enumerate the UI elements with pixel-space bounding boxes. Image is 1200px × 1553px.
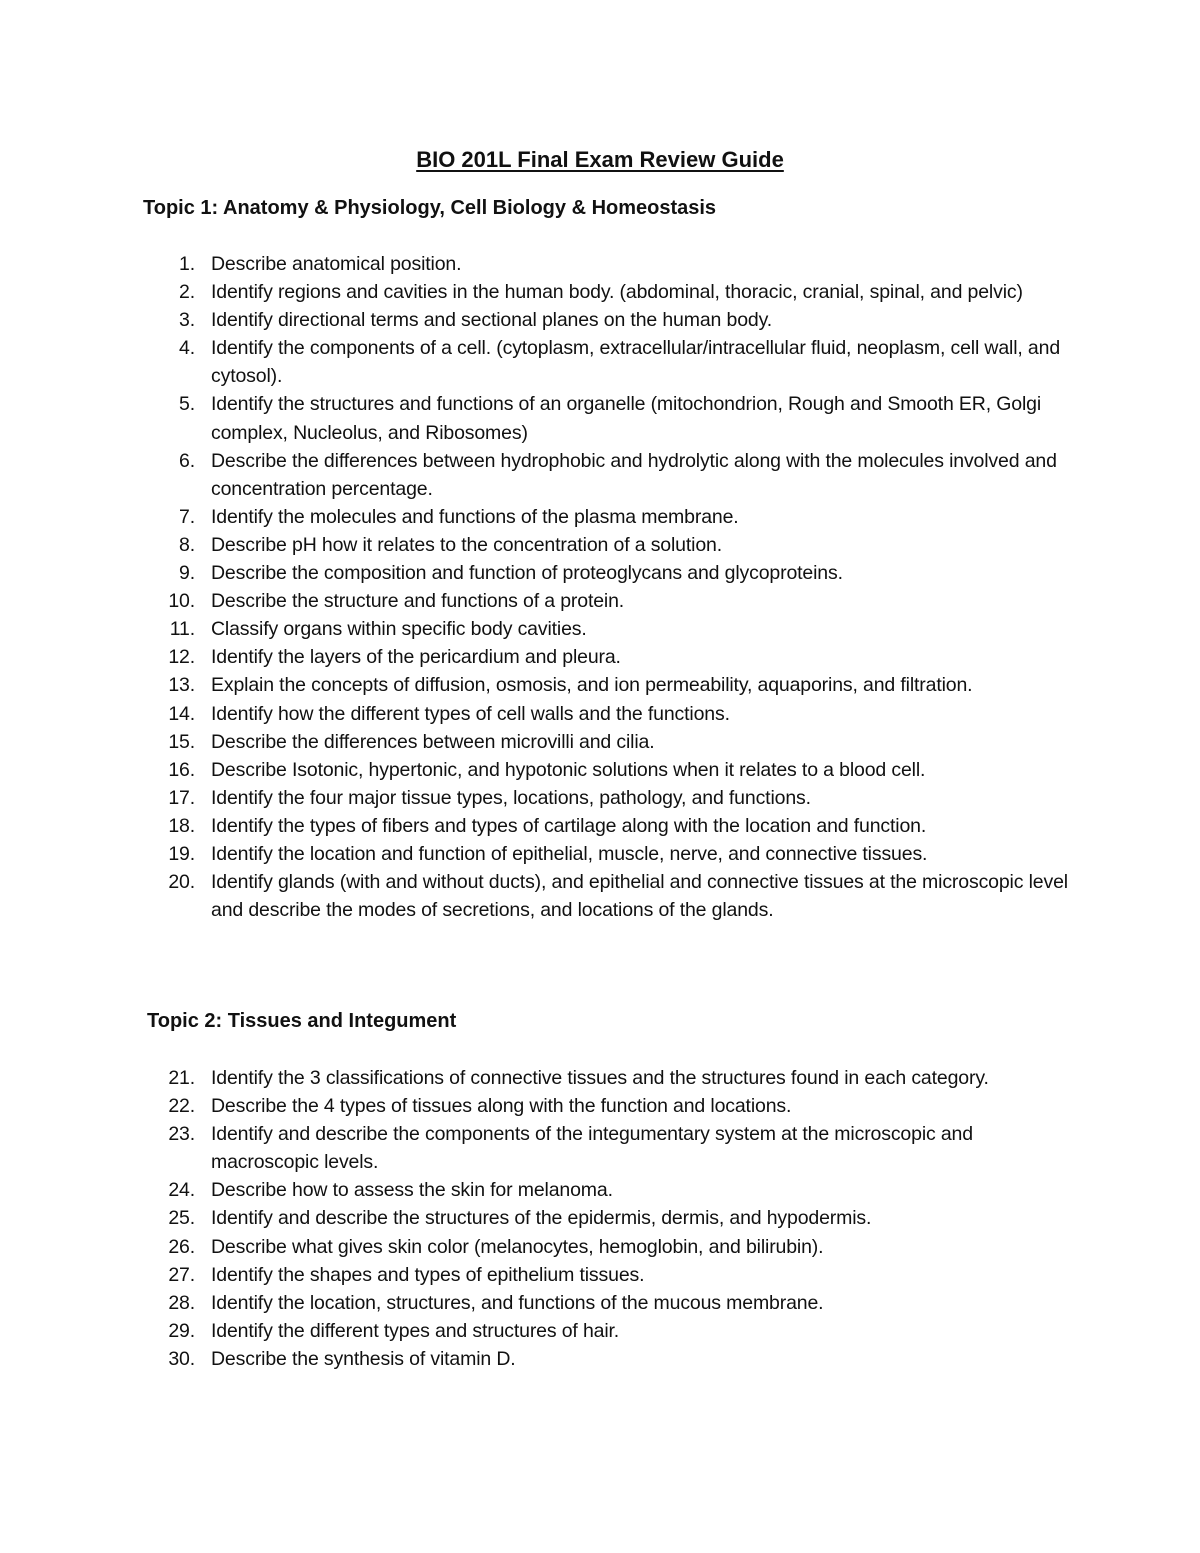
list-item-number: 13. bbox=[168, 674, 195, 697]
list-item bbox=[0, 587, 1071, 615]
list-item bbox=[0, 1317, 1071, 1345]
list-item-number: 24. bbox=[168, 1179, 195, 1202]
list-item bbox=[0, 531, 1071, 559]
list-item-number: 9. bbox=[179, 562, 195, 585]
list-item-text: Identify the layers of the pericardium and pleura. bbox=[211, 646, 621, 669]
list-item-number: 5. bbox=[179, 393, 195, 416]
list-item bbox=[0, 1233, 1071, 1261]
list-item-number: 8. bbox=[179, 533, 195, 556]
list-item bbox=[0, 1176, 1071, 1204]
list-item bbox=[0, 1261, 1071, 1289]
list-item bbox=[0, 1289, 1071, 1317]
list-item bbox=[0, 503, 1071, 531]
list-item-number: 19. bbox=[168, 842, 195, 865]
list-item bbox=[0, 840, 1071, 868]
list-item-number: 12. bbox=[168, 646, 195, 669]
list-item bbox=[0, 868, 1071, 924]
list-item bbox=[0, 671, 1071, 699]
topic-2-heading: Topic 2: Tissues and Integument bbox=[147, 1010, 457, 1032]
list-item-text: Describe how to assess the skin for melanoma. bbox=[211, 1179, 613, 1202]
list-item-text: Describe the synthesis of vitamin D. bbox=[211, 1347, 516, 1370]
list-item-number: 7. bbox=[179, 505, 195, 528]
list-item bbox=[0, 784, 1071, 812]
list-item bbox=[0, 1092, 1071, 1120]
list-item-number: 3. bbox=[179, 309, 195, 332]
list-item-number: 6. bbox=[179, 449, 195, 472]
list-item-text: Describe anatomical position. bbox=[211, 253, 462, 275]
list-item-number: 17. bbox=[168, 786, 195, 809]
list-item-number: 15. bbox=[168, 730, 195, 753]
list-item-text: Describe pH how it relates to the concentration of a solution. bbox=[211, 533, 722, 556]
list-item-number: 4. bbox=[179, 337, 195, 360]
list-item-number: 2. bbox=[179, 281, 195, 304]
list-item-number: 18. bbox=[168, 814, 195, 837]
list-item-text: Identify the four major tissue types, locations, pathology, and functions. bbox=[211, 786, 811, 809]
list-item-number: 29. bbox=[168, 1319, 195, 1342]
topic-1-list bbox=[0, 250, 1200, 924]
list-item bbox=[0, 334, 1071, 390]
list-item-number: 14. bbox=[168, 702, 195, 725]
list-item-text: Describe the structure and functions of a protein. bbox=[211, 590, 625, 613]
list-item-text: Identify and describe the structures of the epidermis, dermis, and hypodermis. bbox=[211, 1207, 872, 1230]
list-item-text: Identify the location, structures, and functions of the mucous membrane. bbox=[211, 1291, 824, 1314]
list-item-text: Identify directional terms and sectional planes on the human body. bbox=[211, 309, 772, 332]
list-item-number: 23. bbox=[168, 1123, 195, 1146]
list-item-text: Describe the 4 types of tissues along with the function and locations. bbox=[211, 1095, 792, 1118]
list-item-text: Identify and describe the components of the integumentary system at the microscopic and macroscopic levels. bbox=[211, 1123, 973, 1174]
list-item-text: Identify glands (with and without ducts), and epithelial and connective tissues at the microscopic level and describe the modes of secretions, and locations of the glands. bbox=[211, 871, 1068, 922]
list-item-text: Identify the types of fibers and types of cartilage along with the location and function. bbox=[211, 814, 927, 837]
list-item-text: Describe Isotonic, hypertonic, and hypotonic solutions when it relates to a blood cell. bbox=[211, 758, 926, 781]
list-item-number: 20. bbox=[168, 871, 195, 894]
list-item-number: 22. bbox=[168, 1095, 195, 1118]
list-item-text: Describe the composition and function of proteoglycans and glycoproteins. bbox=[211, 562, 843, 585]
list-item bbox=[0, 1064, 1071, 1092]
topic-2-list bbox=[0, 1064, 1200, 1373]
list-item-text: Identify the shapes and types of epithelium tissues. bbox=[211, 1263, 645, 1286]
list-item-text: Identify regions and cavities in the human body. (abdominal, thoracic, cranial, spinal, and pelvic) bbox=[211, 281, 1023, 304]
list-item bbox=[0, 643, 1071, 671]
list-item-number: 16. bbox=[168, 758, 195, 781]
list-item bbox=[0, 1345, 1071, 1373]
list-item bbox=[0, 1204, 1071, 1232]
list-item-number: 21. bbox=[168, 1067, 195, 1089]
list-item-number: 1. bbox=[179, 253, 195, 275]
list-item-text: Describe the differences between microvilli and cilia. bbox=[211, 730, 655, 753]
list-item bbox=[0, 278, 1071, 306]
list-item-text: Classify organs within specific body cavities. bbox=[211, 618, 587, 641]
list-item-text: Identify the different types and structures of hair. bbox=[211, 1319, 620, 1342]
list-item-number: 28. bbox=[168, 1291, 195, 1314]
list-item-number: 26. bbox=[168, 1235, 195, 1258]
document-title: BIO 201L Final Exam Review Guide bbox=[416, 147, 784, 172]
list-item-text: Describe the differences between hydrophobic and hydrolytic along with the molecules involved and concentration percentage. bbox=[211, 449, 1057, 500]
list-item-text: Explain the concepts of diffusion, osmosis, and ion permeability, aquaporins, and filtration. bbox=[211, 674, 973, 697]
list-item bbox=[0, 447, 1071, 503]
list-item bbox=[0, 728, 1071, 756]
list-item-number: 10. bbox=[168, 590, 195, 613]
list-item bbox=[0, 390, 1071, 446]
list-item bbox=[0, 306, 1071, 334]
list-item bbox=[0, 700, 1071, 728]
list-item bbox=[0, 615, 1071, 643]
list-item bbox=[0, 559, 1071, 587]
list-item bbox=[0, 812, 1071, 840]
list-item-number: 30. bbox=[168, 1347, 195, 1370]
list-item-text: Describe what gives skin color (melanocytes, hemoglobin, and bilirubin). bbox=[211, 1235, 824, 1258]
list-item-number: 11. bbox=[169, 618, 195, 641]
list-item-text: Identify the 3 classifications of connective tissues and the structures found in each category. bbox=[211, 1067, 989, 1089]
list-item-number: 25. bbox=[168, 1207, 195, 1230]
list-item bbox=[0, 1120, 1071, 1176]
list-item-text: Identify the components of a cell. (cytoplasm, extracellular/intracellular fluid, neoplasm, cell wall, and cytosol). bbox=[211, 337, 1061, 388]
list-item bbox=[0, 756, 1071, 784]
list-item bbox=[0, 250, 1071, 278]
topic-1-heading: Topic 1: Anatomy & Physiology, Cell Biology & Homeostasis bbox=[143, 197, 717, 219]
list-item-text: Identify the structures and functions of an organelle (mitochondrion, Rough and Smooth ER, Golgi complex, Nucleolus, and Ribosomes) bbox=[211, 393, 1042, 444]
list-item-text: Identify how the different types of cell walls and the functions. bbox=[211, 702, 730, 725]
list-item-text: Identify the location and function of epithelial, muscle, nerve, and connective tissues. bbox=[211, 842, 928, 865]
list-item-number: 27. bbox=[168, 1263, 195, 1286]
list-item-text: Identify the molecules and functions of the plasma membrane. bbox=[211, 505, 739, 528]
